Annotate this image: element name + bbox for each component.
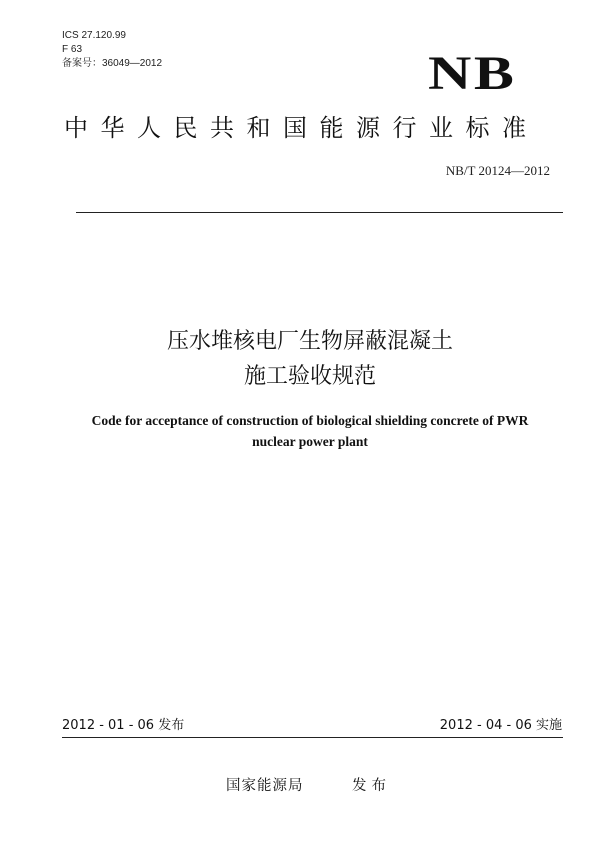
english-title-line-2: nuclear power plant: [252, 434, 368, 449]
issuer-action: 发布: [352, 778, 391, 794]
footer-divider: [62, 737, 563, 738]
header-divider: [76, 212, 563, 213]
implementation-date: 2012 - 04 - 06 实施: [439, 718, 562, 733]
ccs-code: F 63: [62, 44, 83, 55]
chinese-title-line-1: 压水堆核电厂生物屏蔽混凝土: [166, 329, 453, 354]
standard-number: NB/T 20124—2012: [445, 163, 550, 178]
release-date: 2012 - 01 - 06 发布: [62, 718, 185, 733]
standard-category-heading: 中华人民共和国能源行业标准: [64, 114, 539, 142]
issuer-name: 国家能源局: [226, 778, 304, 794]
nb-logo: NB: [428, 47, 517, 100]
ics-code: ICS 27.120.99: [62, 30, 126, 41]
record-number: 备案号：36049—2012: [62, 58, 163, 69]
chinese-title-line-2: 施工验收规范: [243, 364, 376, 389]
english-title-line-1: Code for acceptance of construction of biological shielding concrete of PWR: [91, 413, 529, 428]
